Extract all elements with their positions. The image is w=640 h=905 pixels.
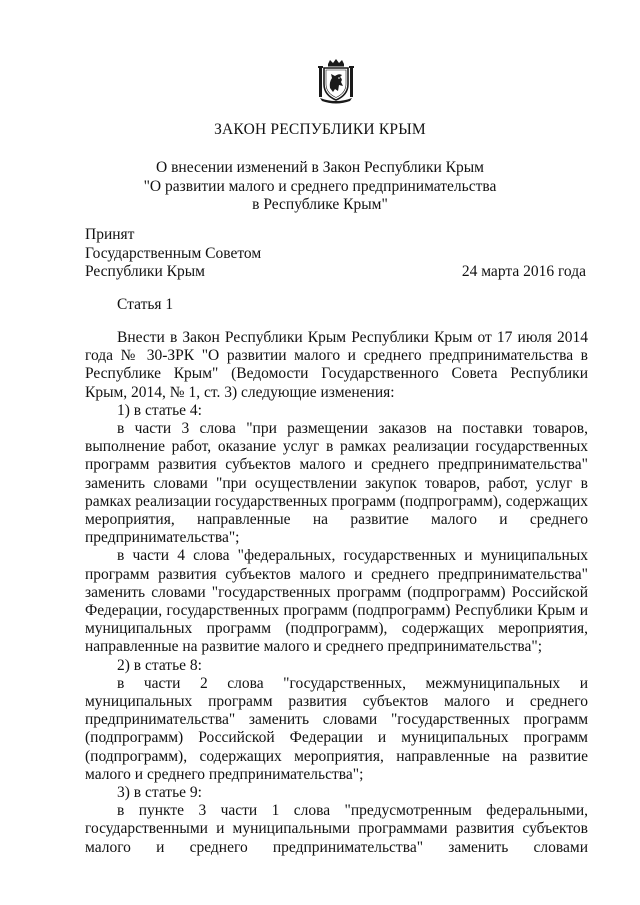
subtitle-line: О внесении изменений в Закон Республики Крым [156,159,484,176]
adoption-line: Принят [85,226,135,243]
paragraph: в части 3 слова "при размещении заказов на поставки товаров, выполнение работ, оказание услуг в рамках реализации государственных программ развития субъектов малого и среднего предпринимательства" заменить словами "при осуществлении закупок товаров, работ, услуг в рамках реализации государственных программ (подпрограмм), содержащих мероприятия, направленные на развитие малого и среднего предпринимательства"; [85,420,588,547]
adoption-line: Республики Крым [85,263,205,280]
adoption-block [85,226,261,282]
law-title: ЗАКОН РЕСПУБЛИКИ КРЫМ [214,121,426,138]
paragraph-intro: Внести в Закон Республики Крым Республики Крым от 17 июля 2014 года № 30-ЗРК "О развитии малого и среднего предпринимательства в Республике Крым" (Ведомости Государственного Совета Республики Крым, 2014, № 1, ст. 3) следующие изменения: [85,329,588,401]
subtitle-line: в Республике Крым" [252,196,388,213]
paragraph: в пункте 3 части 1 слова "предусмотренным федеральными, государственными и муниципальными программами развития субъектов малого и среднего предпринимательства" заменить словами [85,802,588,856]
paragraph: в части 2 слова "государственных, межмуниципальных и муниципальных программ развития субъектов малого и среднего предпринимательства" заменить словами "государственных программ (подпрограмм) Российской Федерации и муниципальных программ (подпрограмм), содержащих мероприятия, направленные на развитие малого и среднего предпринимательства"; [85,674,588,783]
coat-of-arms-icon [316,58,356,104]
paragraph: в части 4 слова "федеральных, государственных и муниципальных программ развития субъектов малого и среднего предпринимательства" заменить словами "государственных программ (подпрограмм) Российской Федерации, государственных программ (подпрограмм) Республики Крым и муниципальных программ (подпрограмм), содержащих мероприятия, направленные на развитие малого и среднего предпринимательства"; [85,547,588,656]
adoption-date: 24 марта 2016 года [461,263,586,280]
paragraph-item-1: 1) в статье 4: [117,401,202,419]
law-subtitle [0,159,640,215]
article-heading: Статья 1 [117,296,174,313]
paragraph-item-3: 3) в статье 9: [117,784,202,802]
paragraph-item-2: 2) в статье 8: [117,656,202,674]
article-body [85,329,588,857]
adoption-line: Государственным Советом [85,244,262,262]
subtitle-line: "О развитии малого и среднего предпринимательства [143,177,497,195]
